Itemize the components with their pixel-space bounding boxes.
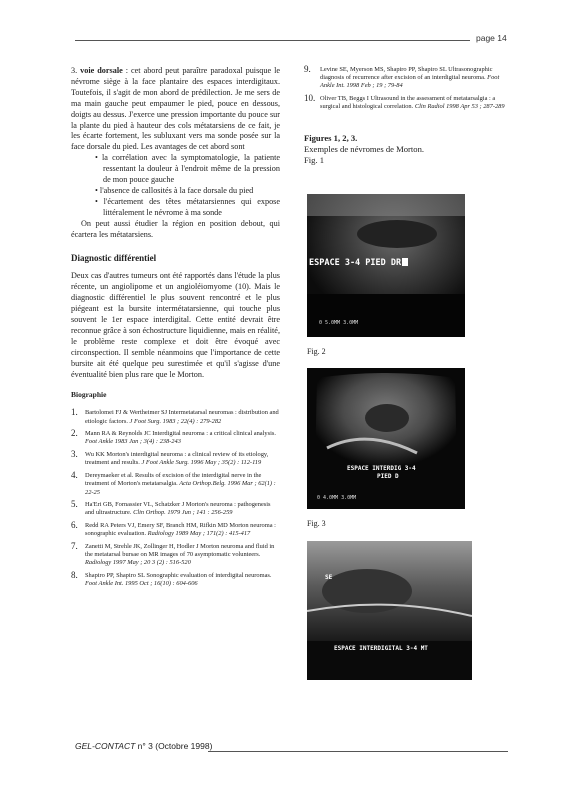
reference-text: Wu KK Morton's interdigital neuroma : a clinical review of its etiology, treatment and results.: [85, 451, 269, 467]
reference-text: Mann RA & Reynolds JC Interdigital neuroma : a critical clinical analysis.: [85, 430, 276, 438]
ultrasound-image-2: [307, 368, 465, 509]
reference-number: 8.: [71, 570, 78, 581]
reference-number: 3.: [71, 449, 78, 460]
closing-paragraph: On peut aussi étudier la région en position debout, qui écartera les métatarsiens.: [71, 218, 280, 239]
reference-text: Dereymaeker et al. Results of excision of the interdigital nerve in the treatment of Morton's metatarsalgia.: [85, 472, 262, 488]
ultrasound-2-overlay: ESPACE INTERDIG 3-4: [347, 465, 416, 472]
reference-citation: J Foot Surg. 1983 ; 22(4) : 279-282: [127, 417, 222, 425]
section-title: Diagnostic différentiel: [71, 252, 157, 263]
reference-item: [71, 451, 280, 467]
reference-item: [71, 543, 280, 568]
reference-citation: Radiology 1997 May ; 20 3 (2) : 516-520: [85, 559, 191, 567]
reference-item: [71, 430, 280, 446]
figures-caption-block: [304, 133, 510, 166]
section-paragraph: Deux cas d'autres tumeurs ont été rapportés dans l'étude la plus récente, un angiolipome et un angioléiomyome (10). Mais le diagnostic différentiel le plus souvent rencontré et le plus piégeant est la bursite intermétatarsienne, qui touche plus souvent le 1er espace interdigital. Cette entité devrait être reconnue grâce à son échostructure liquidienne, mais en réalité, le problème reste complexe et doit être évoqué avec circonspection. Il semble néanmoins que l'importance de cette bursite ait été quelque peu surestimée et qu'il s'agisse d'une éventualité bien plus rare que le Morton.: [71, 271, 280, 379]
reference-item: [304, 66, 510, 91]
item-text: : cet abord peut paraître paradoxal puisque le névrome siège à la face plantaire des espaces interdigitaux. Toutefois, il s'agit de mon abord de prédilection. Je me sers de ma main gauche peut empaumer le pied, pouce en dessous, doigts au dessus. J'exerce une pression importante du pouce sur la plante du pied à hauteur des cols métatarsiens de ce fait, je les écarte fortement, les subluxant vers ma sonde posée sur la face dorsale du pied. Les avantages de cet abord sont: [71, 66, 280, 152]
reference-number: 6.: [71, 520, 78, 531]
reference-citation: J Foot Ankle Surg. 1996 May ; 35(2) : 112-119: [139, 459, 262, 467]
figures-caption: Exemples de névromes de Morton.: [304, 143, 425, 154]
bibliography-list-continued: [304, 66, 510, 112]
ultrasound-3-mark: SE: [325, 574, 333, 581]
bullet-3: • l'écartement des têtes métatarsiennes qui expose littéralement le névrome à ma sonde: [95, 196, 280, 217]
reference-citation: Foot Ankle Int. 1998 Feb ; 19 ; 79-84: [320, 74, 500, 90]
ultrasound-1-overlay: ESPACE 3-4 PIED DR: [309, 258, 408, 268]
reference-citation: Radiology 1989 May ; 171(2) : 415-417: [146, 530, 251, 538]
reference-citation: Foot Ankle 1983 Jan ; 3(4) : 238-243: [85, 438, 181, 446]
figures-title: Figures 1, 2, 3.: [304, 132, 358, 143]
reference-text: Zanetti M, Strehle JK, Zollinger H, Hodler J Morton neuroma and fluid in the metatarsal bursae on MR images of 70 asymptomatic volunteers.: [85, 543, 275, 559]
bibliography-title: Biographie: [71, 390, 107, 400]
page-number: page 14: [476, 33, 507, 43]
ultrasound-3-overlay: ESPACE INTERDIGITAL 3-4 MT: [334, 645, 428, 652]
reference-citation: Clin Orthop. 1979 Jun ; 141 : 256-259: [131, 509, 233, 517]
bullet-2: • l'absence de callosités à la face dorsale du pied: [95, 185, 254, 195]
reference-text: Oliver TB, Beggs I Ultrasound in the assessment of metatarsalgia : a surgical and histological correlation.: [320, 95, 496, 111]
fig3-label: Fig. 3: [307, 519, 326, 528]
ultrasound-figure-3: [307, 541, 472, 680]
reference-text: Levine SE, Myerson MS, Shapiro PP, Shapiro SL Ultrasonographic diagnosis of recurrence after excision of an interdigital neuroma.: [320, 66, 493, 82]
journal-name: GEL-CONTACT: [75, 741, 136, 751]
header-rule: [75, 40, 470, 41]
reference-item: [71, 522, 280, 538]
bullet-1: • la corrélation avec la symptomatologie, la patiente ressentant la douleur à l'endroit même de la pression de mon pouce gauche: [95, 153, 280, 185]
reference-number: 1.: [71, 407, 78, 418]
reference-text: Redd RA Peters VJ, Emery SF, Branch HM, Rifkin MD Morton neuroma : sonographic evaluation.: [85, 522, 276, 538]
reference-item: [71, 572, 280, 588]
item-3: [71, 66, 280, 153]
item-number: 3.: [71, 66, 78, 75]
reference-citation: Clin Radiol 1998 Apr 53 ; 287-289: [413, 103, 505, 111]
reference-number: 7.: [71, 541, 78, 552]
fig1-label: Fig. 1: [304, 154, 325, 165]
right-column: [304, 66, 510, 166]
bibliography-list: [71, 409, 280, 588]
issue-info: n° 3 (Octobre 1998): [135, 741, 213, 751]
ultrasound-2-scale: 0 4.0MM 3.0MM: [317, 495, 357, 501]
reference-item: [304, 95, 510, 111]
ultrasound-2-overlay-side: PIED D: [377, 473, 399, 480]
reference-citation: Foot Ankle Int. 1995 Oct ; 16(10) : 604-606: [85, 580, 198, 588]
reference-number: 9.: [304, 64, 311, 74]
reference-item: [71, 409, 280, 425]
ultrasound-image-3: [307, 541, 472, 680]
footer: [75, 741, 212, 751]
left-column: [71, 66, 280, 593]
ultrasound-figure-2: [307, 368, 465, 509]
reference-number: 2.: [71, 428, 78, 439]
reference-citation: Acta Orthop.Belg. 1996 Mar ; 62(1) : 22-25: [85, 480, 276, 496]
reference-number: 5.: [71, 499, 78, 510]
reference-number: 4.: [71, 470, 78, 481]
reference-text: Ha'Eri GB, Fornassier VL, Schatzker J Morton's neuroma : pathogenesis and ultrastructure.: [85, 501, 271, 517]
reference-item: [71, 472, 280, 497]
ultrasound-1-scale: 0 5.0MM 3.0MM: [319, 320, 359, 326]
fig2-label: Fig. 2: [307, 347, 326, 356]
reference-text: Bartolomei FJ & Wertheimer SJ Intermetatarsal neuromas : distribution and etiologic factors.: [85, 409, 279, 425]
reference-item: [71, 501, 280, 517]
reference-text: Shapiro PP, Shapiro SL Sonographic evaluation of interdigital neuromas.: [85, 572, 272, 580]
footer-rule: [208, 751, 508, 752]
reference-number: 10.: [304, 93, 316, 104]
ultrasound-figure-1: [307, 194, 465, 337]
item-title: voie dorsale: [80, 66, 123, 75]
